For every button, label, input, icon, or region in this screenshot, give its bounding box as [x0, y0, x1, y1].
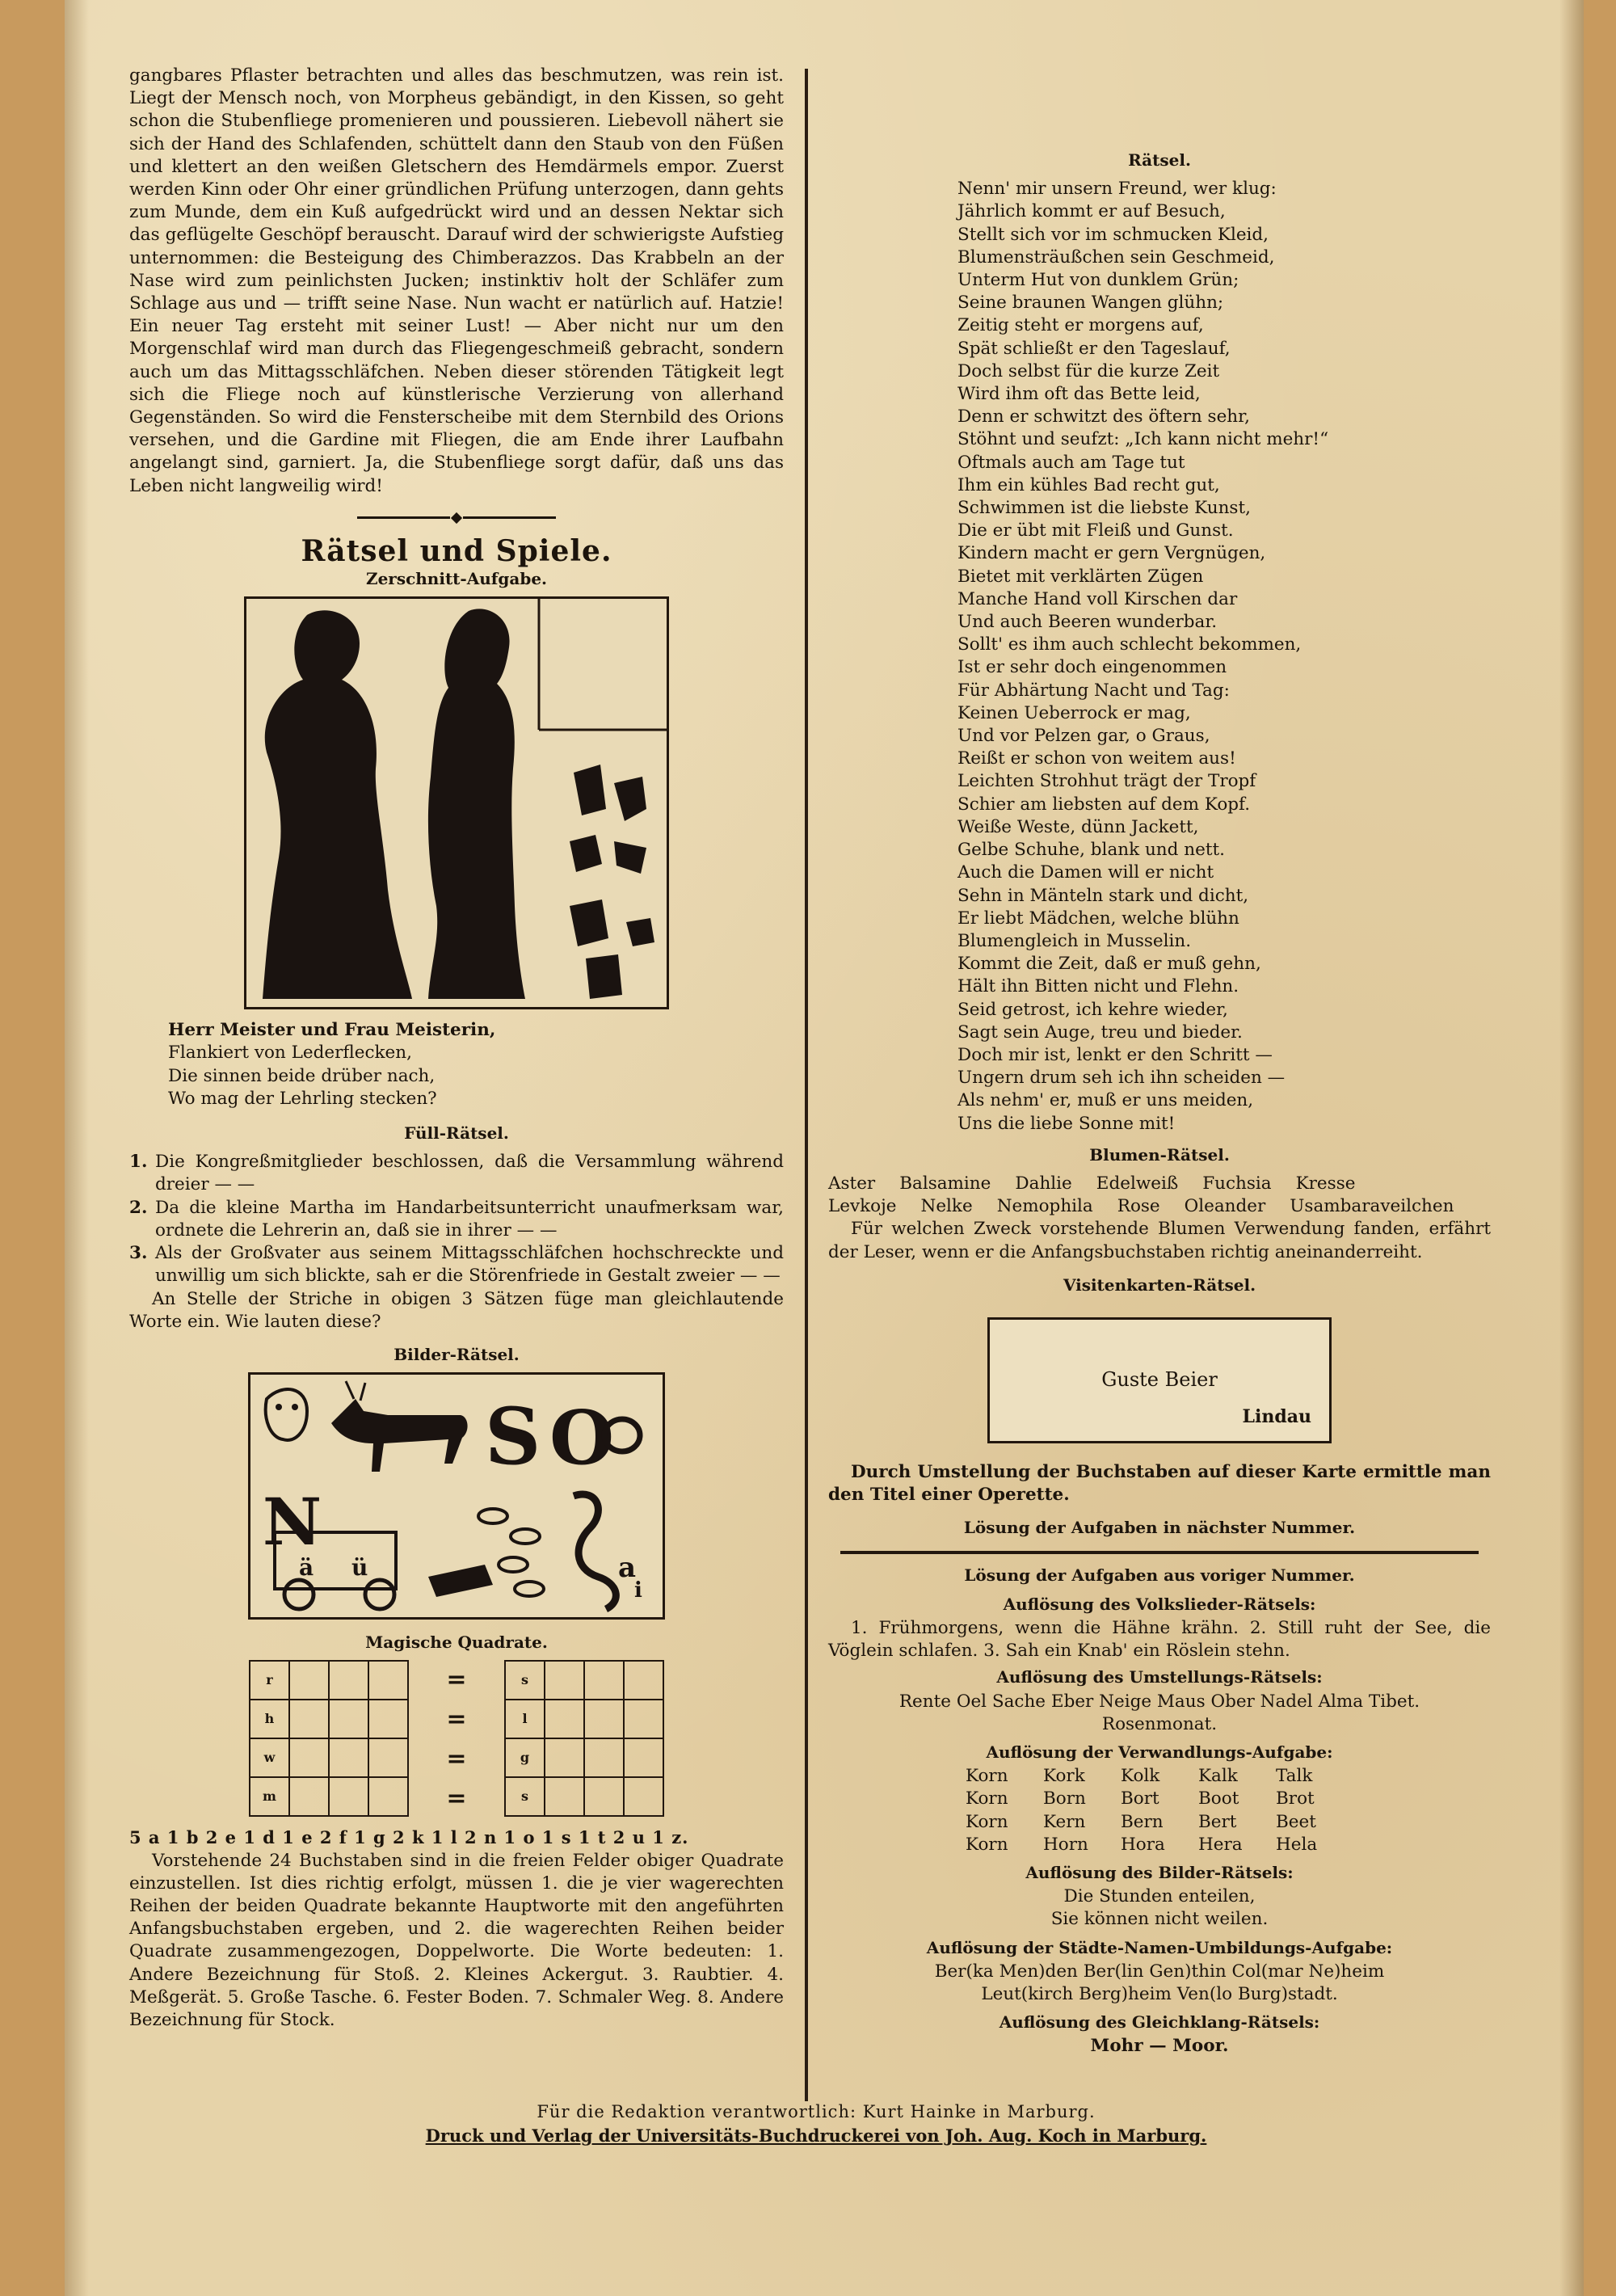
- fuell-item-number: 2.: [129, 1197, 148, 1218]
- equals-sign: =: [446, 1665, 467, 1694]
- poem-line: Blumengleich in Musselin.: [957, 930, 1192, 951]
- word-cell: Talk: [1276, 1766, 1313, 1787]
- square-cell: m: [250, 1777, 289, 1816]
- fuell-item-text: Da die kleine Martha im Handarbeitsunterricht unaufmerksam war, ordnete die Lehrerin an, daß sie in ihrer — —: [155, 1197, 784, 1241]
- poem-line: Und vor Pelzen gar, o Graus,: [957, 726, 1210, 747]
- flower-name: Balsamine: [899, 1173, 991, 1194]
- magic-square-right: [504, 1660, 664, 1817]
- flower-name: Dahlie: [1015, 1173, 1072, 1194]
- magic-squares-title: Magische Quadrate.: [365, 1632, 548, 1653]
- volkslieder-title: Auflösung des Volkslieder-Rätsels:: [1003, 1594, 1316, 1614]
- rebus-letter-s: S: [485, 1391, 541, 1483]
- flower-name: Oleander: [1184, 1196, 1266, 1217]
- poem-line: Stöhnt und seufzt: „Ich kann nicht mehr!“: [957, 429, 1329, 450]
- square-cell: [545, 1777, 584, 1816]
- equals-column: [409, 1660, 504, 1818]
- word-cell: Boot: [1198, 1788, 1239, 1809]
- square-cell: [368, 1738, 408, 1777]
- square-cell: [584, 1661, 624, 1700]
- flower-name: Nemophila: [996, 1196, 1093, 1217]
- word-cell: Brot: [1276, 1788, 1315, 1809]
- bilder-solution-line: Die Stunden enteilen,: [1063, 1886, 1256, 1907]
- word-cell: Kork: [1043, 1766, 1085, 1787]
- square-cell: [368, 1777, 408, 1816]
- flower-name: Fuchsia: [1202, 1173, 1272, 1194]
- rebus-picture: [248, 1372, 665, 1620]
- visitenkarte-title: Visitenkarten-Rätsel.: [1063, 1274, 1256, 1295]
- poem-line: Seine braunen Wangen glühn;: [957, 293, 1224, 314]
- poem-line: Seid getrost, ich kehre wieder,: [957, 999, 1228, 1020]
- staedte-title: Auflösung der Städte-Namen-Umbildungs-Aufgabe:: [926, 1937, 1393, 1957]
- poem-line: Reißt er schon von weitem aus!: [957, 748, 1236, 769]
- fuell-question: An Stelle der Striche in obigen 3 Sätzen füge man gleichlautende Worte ein. Wie lauten diese?: [129, 1288, 784, 1332]
- verwandlung-grid: [828, 1765, 1491, 1856]
- left-column: [129, 65, 784, 2032]
- square-cell: s: [505, 1777, 545, 1816]
- bilder-solution-line: Sie können nicht weilen.: [1050, 1909, 1269, 1930]
- prev-solutions-title: Lösung der Aufgaben aus voriger Nummer.: [964, 1565, 1355, 1585]
- raetsel-title: Rätsel.: [1128, 150, 1191, 170]
- poem-line: Doch selbst für die kurze Zeit: [957, 360, 1220, 381]
- card-city: Lindau: [1242, 1405, 1311, 1427]
- blumen-title: Blumen-Rätsel.: [1089, 1144, 1230, 1165]
- flower-name: Nelke: [920, 1196, 973, 1217]
- bilder-solution-title: Auflösung des Bilder-Rätsels:: [1025, 1863, 1294, 1882]
- zerschnitt-verse: [168, 1019, 784, 1110]
- verwandlung-title: Auflösung der Verwandlungs-Aufgabe:: [986, 1742, 1333, 1762]
- equals-sign: =: [446, 1784, 467, 1813]
- poem-line: Sehn in Mänteln stark und dicht,: [957, 885, 1249, 906]
- rebus-letter-a: a: [618, 1552, 637, 1585]
- poem-line: Bietet mit verklärten Zügen: [957, 566, 1204, 587]
- word-cell: Kolk: [1121, 1766, 1160, 1787]
- flower-name: Kresse: [1295, 1173, 1356, 1194]
- visitenkarte-question: Durch Umstellung der Buchstaben auf dieser Karte ermittle man den Titel einer Operette.: [828, 1461, 1491, 1506]
- equals-sign: =: [446, 1704, 467, 1734]
- poem-line: Hält ihn Bitten nicht und Flehn.: [957, 976, 1239, 997]
- poem-line: Sollt' es ihm auch schlecht bekommen,: [957, 634, 1302, 655]
- verse-line: Wo mag der Lehrling stecken?: [168, 1088, 437, 1109]
- poem-line: Als nehm' er, muß er uns meiden,: [957, 1090, 1254, 1111]
- volkslieder-solution: 1. Frühmorgens, wenn die Hähne krähn. 2. Still ruht der See, die Vöglein schlafen. 3. Sah ein Knab' ein Röslein stehn.: [828, 1617, 1491, 1662]
- poem-line: Ihm ein kühles Bad recht gut,: [957, 474, 1220, 495]
- blumen-question: Für welchen Zweck vorstehende Blumen Verwendung fanden, erfährt der Leser, wenn er die Anfangsbuchstaben richtig aneinanderreiht.: [828, 1219, 1491, 1262]
- word-cell: Bern: [1121, 1811, 1164, 1832]
- square-cell: l: [505, 1700, 545, 1738]
- fuell-item-number: 3.: [129, 1243, 148, 1264]
- square-cell: h: [250, 1700, 289, 1738]
- page-footer: [291, 2100, 1341, 2148]
- rebus-letter-o: O: [549, 1394, 615, 1482]
- poem-line: Er liebt Mädchen, welche blühn: [957, 908, 1239, 929]
- verse-line: Flankiert von Lederflecken,: [168, 1043, 412, 1064]
- flower-name: Aster: [828, 1173, 876, 1194]
- word-cell: Born: [1043, 1788, 1086, 1809]
- gleichklang-solution: Mohr — Moor.: [1090, 2036, 1229, 2057]
- poem-line: Ist er sehr doch eingenommen: [957, 657, 1227, 678]
- flower-name: Usambaraveilchen: [1290, 1196, 1454, 1217]
- silhouette-figures: [246, 599, 667, 1007]
- printer-imprint: Druck und Verlag der Universitäts-Buchdruckerei von Joh. Aug. Koch in Marburg.: [425, 2125, 1207, 2146]
- poem-line: Nenn' mir unsern Freund, wer klug:: [957, 179, 1277, 200]
- word-cell: Kalk: [1198, 1766, 1238, 1787]
- rebus-drawing: [250, 1375, 663, 1617]
- square-cell: [289, 1777, 329, 1816]
- poem-line: Uns die liebe Sonne mit!: [957, 1113, 1176, 1134]
- poem-line: Sagt sein Auge, treu und bieder.: [957, 1022, 1243, 1043]
- card-name: Guste Beier: [1101, 1367, 1218, 1391]
- word-cell: Bort: [1121, 1788, 1159, 1809]
- square-cell: [289, 1738, 329, 1777]
- poem-line: Doch mir ist, lenkt er den Schritt —: [957, 1044, 1273, 1065]
- flower-name: Edelweiß: [1096, 1173, 1179, 1194]
- visiting-card: [987, 1317, 1332, 1443]
- word-cell: Korn: [966, 1811, 1008, 1832]
- poem-line: Spät schließt er den Tageslauf,: [957, 338, 1231, 359]
- rebus-letter-ue: ü: [351, 1554, 368, 1582]
- editor-credit: Für die Redaktion verantwortlich: Kurt Hainke in Marburg.: [537, 2102, 1096, 2121]
- square-cell: [289, 1661, 329, 1700]
- poem-line: Oftmals auch am Tage tut: [957, 452, 1185, 473]
- poem-line: Schwimmen ist die liebste Kunst,: [957, 498, 1251, 519]
- square-cell: [545, 1700, 584, 1738]
- umstellung-title: Auflösung des Umstellungs-Rätsels:: [996, 1667, 1323, 1687]
- word-cell: Korn: [966, 1766, 1008, 1787]
- column-divider: [805, 69, 808, 2101]
- poem-line: Und auch Beeren wunderbar.: [957, 612, 1218, 633]
- next-solution-note: Lösung der Aufgaben in nächster Nummer.: [963, 1518, 1356, 1538]
- fuell-item-number: 1.: [129, 1152, 148, 1173]
- page-edge-right: [1559, 0, 1584, 2296]
- poem-line: Stellt sich vor im schmucken Kleid,: [957, 224, 1269, 245]
- square-cell: [624, 1661, 663, 1700]
- word-cell: Horn: [1043, 1834, 1088, 1855]
- word-cell: Hera: [1198, 1834, 1243, 1855]
- poem-line: Weiße Weste, dünn Jackett,: [957, 816, 1199, 837]
- fuell-item: [129, 1197, 784, 1242]
- square-cell: [545, 1661, 584, 1700]
- square-cell: [329, 1738, 368, 1777]
- fuell-item-text: Die Kongreßmitglieder beschlossen, daß die Versammlung während dreier — —: [155, 1152, 784, 1195]
- staedte-solution-line: Leut(kirch Berg)heim Ven(lo Burg)stadt.: [981, 1984, 1338, 2005]
- word-cell: Bert: [1198, 1811, 1237, 1832]
- square-cell: [289, 1700, 329, 1738]
- rebus-letter-ae: ä: [299, 1554, 314, 1582]
- page-edge-left: [65, 0, 89, 2296]
- poem-line: Kommt die Zeit, daß er muß gehn,: [957, 954, 1261, 975]
- square-cell: [624, 1700, 663, 1738]
- silhouette-puzzle-image: [244, 596, 669, 1009]
- verse-line: Die sinnen beide drüber nach,: [168, 1065, 436, 1086]
- square-cell: s: [505, 1661, 545, 1700]
- umstellung-result: Rosenmonat.: [1101, 1713, 1218, 1734]
- word-cell: Hora: [1121, 1834, 1165, 1855]
- fuell-item: [129, 1151, 784, 1196]
- flower-name: Levkoje: [828, 1196, 897, 1217]
- bilder-title: Bilder-Rätsel.: [393, 1344, 520, 1364]
- verse-line: Herr Meister und Frau Meisterin,: [168, 1020, 496, 1041]
- fuell-item: [129, 1242, 784, 1287]
- square-cell: r: [250, 1661, 289, 1700]
- equals-sign: =: [446, 1744, 467, 1773]
- gleichklang-title: Auflösung des Gleichklang-Rätsels:: [999, 2012, 1320, 2033]
- poem-line: Keinen Ueberrock er mag,: [957, 702, 1191, 723]
- word-cell: Korn: [966, 1834, 1008, 1855]
- ornamental-divider: [129, 514, 784, 522]
- poem-line: Denn er schwitzt des öftern sehr,: [957, 407, 1250, 428]
- raetsel-poem: [957, 178, 1491, 1135]
- square-cell: g: [505, 1738, 545, 1777]
- flower-list: [828, 1195, 1491, 1218]
- rebus-letter-n: N: [263, 1484, 322, 1561]
- word-cell: Korn: [966, 1788, 1008, 1809]
- section-title: Rätsel und Spiele.: [301, 533, 612, 568]
- word-cell: Hela: [1276, 1834, 1318, 1855]
- magic-squares: [129, 1660, 784, 1818]
- poem-line: Unterm Hut von dunklem Grün;: [957, 270, 1239, 291]
- poem-line: Für Abhärtung Nacht und Tag:: [957, 680, 1230, 701]
- square-cell: [584, 1777, 624, 1816]
- rebus-letter-i: i: [634, 1578, 642, 1603]
- poem-line: Die er übt mit Fleiß und Gunst.: [957, 520, 1234, 541]
- square-cell: [624, 1738, 663, 1777]
- fuell-title: Füll-Rätsel.: [404, 1123, 509, 1144]
- poem-line: Leichten Strohhut trägt der Tropf: [957, 771, 1256, 792]
- square-cell: [368, 1700, 408, 1738]
- poem-line: Kindern macht er gern Vergnügen,: [957, 543, 1266, 564]
- magic-square-left: [249, 1660, 409, 1817]
- square-cell: [624, 1777, 663, 1816]
- flower-list: [828, 1173, 1491, 1195]
- fuell-item-text: Als der Großvater aus seinem Mittagsschläfchen hochschreckte und unwillig um sich blickte, sah er die Störenfriede in Gestalt zweier — —: [155, 1243, 784, 1287]
- umstellung-solution: Rente Oel Sache Eber Neige Maus Ober Nadel Alma Tibet.: [898, 1691, 1420, 1712]
- square-cell: [329, 1661, 368, 1700]
- right-column: [828, 65, 1491, 2058]
- word-cell: Kern: [1043, 1811, 1086, 1832]
- magic-letters-line: 5 a 1 b 2 e 1 d 1 e 2 f 1 g 2 k 1 l 2 n 1 o 1 s 1 t 2 u 1 z.: [129, 1827, 689, 1848]
- square-cell: [584, 1700, 624, 1738]
- square-cell: [329, 1777, 368, 1816]
- poem-line: Manche Hand voll Kirschen dar: [957, 588, 1238, 609]
- square-cell: [584, 1738, 624, 1777]
- poem-line: Ungern drum seh ich ihn scheiden —: [957, 1068, 1286, 1089]
- poem-line: Blumensträußchen sein Geschmeid,: [957, 246, 1275, 268]
- flower-name: Rose: [1117, 1196, 1160, 1217]
- square-cell: w: [250, 1738, 289, 1777]
- square-cell: [545, 1738, 584, 1777]
- poem-line: Wird ihm oft das Bette leid,: [957, 384, 1201, 405]
- solutions-divider: [840, 1551, 1479, 1554]
- staedte-solution-line: Ber(ka Men)den Ber(lin Gen)thin Col(mar Ne)heim: [934, 1961, 1385, 1982]
- zerschnitt-title: Zerschnitt-Aufgabe.: [365, 569, 548, 589]
- square-cell: [368, 1661, 408, 1700]
- word-cell: Beet: [1276, 1811, 1316, 1832]
- poem-line: Jährlich kommt er auf Besuch,: [957, 201, 1226, 222]
- poem-line: Zeitig steht er morgens auf,: [957, 315, 1204, 336]
- fly-article-paragraph: gangbares Pflaster betrachten und alles das beschmutzen, was rein ist. Liegt der Mensch noch, von Morpheus gebändigt, in den Kissen, so geht schon die Stubenfliege promenieren und poussieren. Liebevoll nähert sie sich der Hand des Schlafenden, schüttelt dann den Staub von den Füßen und klettert an den weißen Gletschern des Hemdärmels empor. Zuerst werden Kinn oder Ohr einer gründlichen Prüfung unterzogen, dann gehts zum Munde, dem ein Kuß aufgedrückt wird und an dessen Nektar sich das geflügelte Geschöpf berauscht. Darauf wird der schwierigste Aufstieg unternommen: die Besteigung des Chimberazzos. Das Krabbeln an der Nase wird zum peinlichsten Jucken; instinktiv holt der Schläfer zum Schlage aus und — trifft seine Nase. Nun wacht er natürlich auf. Hatzie! Ein neuer Tag ersteht mit seiner Lust! — Aber nicht nur um den Morgenschlaf wird man durch das Fliegengeschmeiß gebracht, sondern auch um das Mittagsschläfchen. Neben dieser störenden Tätigkeit legt sich die Fliege noch auf künstlerische Verzierung von allerhand Gegenständen. So wird die Fensterscheibe mit dem Sternbild des Orions versehen, und die Gardine mit Fliegen, die am Ende ihrer Laufbahn angelangt sind, garniert. Ja, die Stubenfliege sorgt dafür, daß uns das Leben nicht langweilig wird!: [129, 65, 784, 496]
- magic-description: Vorstehende 24 Buchstaben sind in die freien Felder obiger Quadrate einzustellen. Ist dies richtig erfolgt, müssen 1. die je vier wagerechten Reihen der beiden Quadrate bekannte Hauptworte mit den angeführten Anfangsbuchstaben ergeben, und 2. die wagerechten Reihen beider Quadrate zusammengezogen, Doppelworte. Die Worte bedeuten: 1. Andere Bezeichnung für Stoß. 2. Kleines Ackergut. 3. Raubtier. 4. Meßgerät. 5. Große Tasche. 6. Fester Boden. 7. Schmaler Weg. 8. Andere Bezeichnung für Stock.: [129, 1850, 784, 2030]
- square-cell: [329, 1700, 368, 1738]
- poem-line: Schier am liebsten auf dem Kopf.: [957, 794, 1251, 815]
- poem-line: Gelbe Schuhe, blank und nett.: [957, 840, 1225, 861]
- poem-line: Auch die Damen will er nicht: [957, 862, 1214, 883]
